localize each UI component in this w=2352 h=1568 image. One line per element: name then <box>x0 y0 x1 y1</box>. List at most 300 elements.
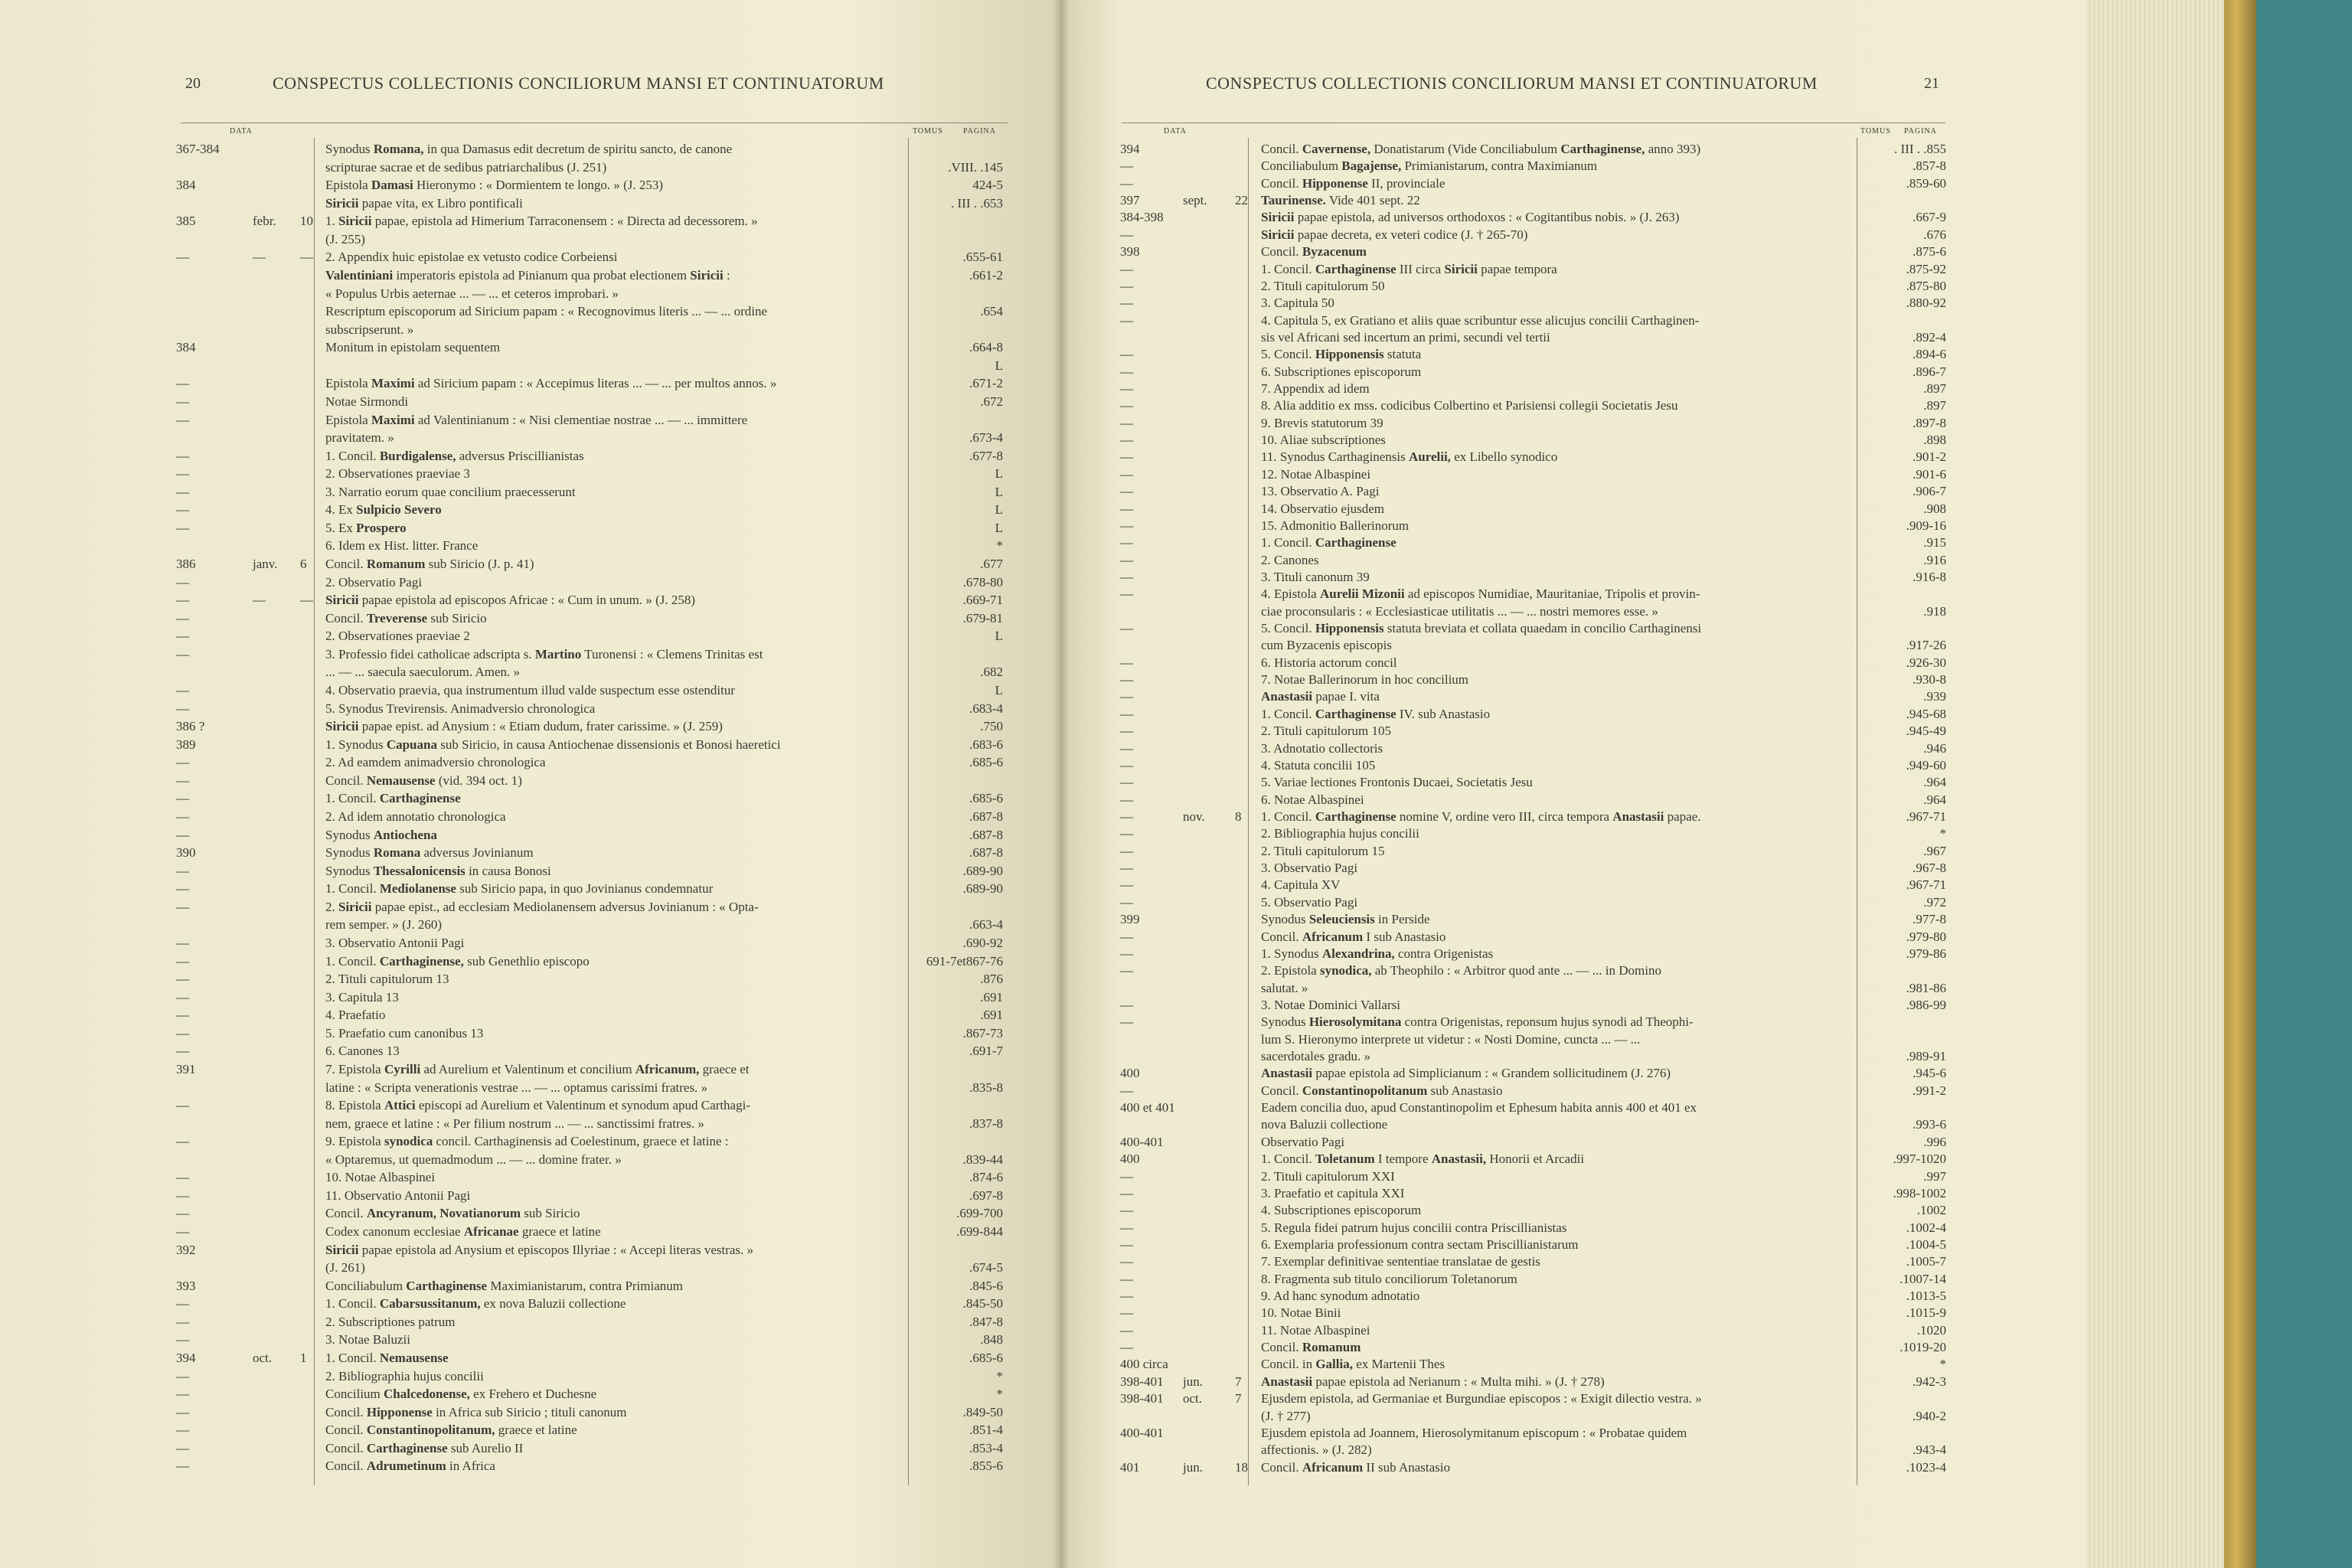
entry-date: — <box>1120 466 1133 482</box>
entry-reference: .897 <box>1923 381 1946 397</box>
entry-date: — <box>1120 740 1133 756</box>
entry-reference: .1002-4 <box>1906 1220 1946 1235</box>
entry-month: oct. <box>1183 1391 1203 1406</box>
entry-text: 4. Ex Sulpicio Severo <box>325 503 442 518</box>
entry-text: 2. Observationes praeviae 2 <box>325 629 470 644</box>
entry-row <box>0 503 1060 517</box>
entry-row <box>0 1044 1060 1058</box>
entry-reference: .685-6 <box>969 1351 1003 1366</box>
entry-row <box>1060 1461 2086 1475</box>
entry-reference: .1013-5 <box>1906 1289 1946 1304</box>
entry-row <box>1060 656 2086 670</box>
entry-row <box>1060 1324 2086 1338</box>
entry-row <box>0 233 1060 247</box>
entry-text: 7. Epistola Cyrilli ad Aurelium et Valentinum et concilium Africanum, graece et <box>325 1062 750 1076</box>
entry-row <box>0 936 1060 950</box>
entry-date: — <box>1120 1185 1133 1200</box>
entry-text: 8. Fragmenta sub titulo conciliorum Toletanorum <box>1261 1272 1517 1286</box>
entry-date: — <box>176 935 189 950</box>
book-cover-edge <box>2224 0 2256 1568</box>
entry-text: 10. Notae Albaspinei <box>325 1171 436 1185</box>
entry-text: Monitum in epistolam sequentem <box>325 341 501 355</box>
entry-date: — <box>176 1440 189 1455</box>
entry-text: 2. Subscriptiones patrum <box>325 1315 456 1329</box>
entry-row <box>0 1135 1060 1148</box>
entry-row <box>1060 416 2086 430</box>
entry-row <box>1060 844 2086 858</box>
entry-reference: .687-8 <box>969 845 1003 861</box>
entry-text: 9. Epistola synodica concil. Carthaginensis ad Coelestinum, graece et latine : <box>325 1135 729 1149</box>
entry-row <box>0 955 1060 969</box>
entry-text: 9. Ad hanc synodum adnotatio <box>1261 1289 1420 1304</box>
entry-reference: .926-30 <box>1906 655 1946 670</box>
running-head: CONSPECTUS COLLECTIONIS CONCILIORUM MANSI ET CONTINUATORUM <box>273 74 884 93</box>
entry-row <box>0 1370 1060 1383</box>
entry-text: 1. Siricii papae, epistola ad Himerium Tarraconensem : « Directa ad decessorem. » <box>325 214 758 229</box>
entry-text: sis vel Africani sed incertum an primi, secundi vel tertii <box>1261 330 1550 345</box>
entry-date: — <box>176 412 189 427</box>
entry-row <box>1060 827 2086 841</box>
entry-text: pravitatem. » <box>325 431 394 446</box>
entry-text: 1. Concil. Carthaginense nomine V, ordine vero III, circa tempora Anastasii papae. <box>1261 810 1701 824</box>
entry-date: — <box>1120 484 1133 499</box>
entry-text: 9. Brevis statutorum 39 <box>1261 416 1383 430</box>
entry-reference: .901-6 <box>1913 466 1946 482</box>
entry-text: 11. Synodus Carthaginensis Aurelii, ex Libello synodico <box>1261 450 1558 465</box>
entry-reference: .674-5 <box>969 1260 1003 1276</box>
entry-date: 400 et 401 <box>1120 1100 1175 1116</box>
entry-date: — <box>176 1368 189 1383</box>
entry-row <box>0 665 1060 679</box>
entry-reference: .750 <box>980 719 1003 734</box>
entry-row <box>1060 1033 2086 1047</box>
entry-text: 3. Professio fidei catholicae adscripta s. Martino Turonensi : « Clemens Trinitas est <box>325 647 763 662</box>
entry-reference: .979-86 <box>1906 946 1946 961</box>
entry-date: — <box>1120 552 1133 567</box>
entry-reference: .998-1002 <box>1893 1185 1946 1200</box>
entry-date: 399 <box>1120 912 1140 927</box>
entry-text: 2. Siricii papae epist., ad ecclesiam Mediolanensem adversus Jovinianum : « Opta- <box>325 900 759 914</box>
entry-text: 7. Appendix ad idem <box>1261 382 1370 397</box>
entry-text: 4. Capitula XV <box>1261 878 1341 893</box>
entry-text: 10. Aliae subscriptiones <box>1261 433 1386 448</box>
entry-row <box>1060 982 2086 995</box>
entry-row <box>0 413 1060 427</box>
entry-date: — <box>176 1459 189 1474</box>
entry-reference: .848 <box>980 1332 1003 1348</box>
entry-reference: .867-73 <box>962 1025 1003 1040</box>
entry-text: Ejusdem epistola ad Joannem, Hierosolymitanum episcopum : « Probatae quidem <box>1261 1426 1687 1440</box>
entry-row <box>1060 314 2086 328</box>
entry-date: — <box>176 520 189 535</box>
entry-date: — <box>1120 278 1133 293</box>
entry-text: 4. Statuta concilii 105 <box>1261 758 1376 773</box>
entry-row <box>0 648 1060 662</box>
entry-reference: .685-6 <box>969 755 1003 770</box>
entry-row <box>1060 519 2086 533</box>
entry-text: 2. Tituli capitulorum 15 <box>1261 844 1385 858</box>
entry-text: 2. Observatio Pagi <box>325 575 423 590</box>
entry-date: — <box>1120 415 1133 430</box>
entry-row <box>1060 776 2086 789</box>
entry-text: Anastasii papae epistola ad Simplicianum : « Grandem sollicitudinem (J. 276) <box>1261 1067 1671 1081</box>
entry-row <box>1060 1443 2086 1457</box>
entry-text: Concil. Carthaginense sub Aurelio II <box>325 1441 524 1455</box>
entry-reference: .679-81 <box>962 610 1003 626</box>
entry-text: 4. Capitula 5, ex Gratiano et aliis quae scribuntur esse alicujus concilii Carthaginen- <box>1261 313 1700 328</box>
entry-text: Concil. Constantinopolitanum, graece et latine <box>325 1423 577 1438</box>
entry-row <box>1060 296 2086 310</box>
entry-reference: .908 <box>1923 501 1946 516</box>
entry-month: — <box>253 250 266 265</box>
entry-row <box>1060 1204 2086 1217</box>
entry-text: 7. Exemplar definitivae sententiae translatae de gestis <box>1261 1255 1540 1269</box>
entry-row <box>0 1315 1060 1329</box>
entry-reference: .837-8 <box>969 1116 1003 1131</box>
entry-text: sacerdotales gradu. » <box>1261 1050 1371 1064</box>
entry-date: — <box>176 610 189 626</box>
entry-row <box>1060 1392 2086 1406</box>
entry-reference: 424-5 <box>972 178 1003 193</box>
entry-text: 1. Concil. Burdigalense, adversus Priscillianistas <box>325 449 584 463</box>
entry-reference: L <box>995 466 1003 482</box>
entry-day: 1 <box>300 1351 307 1366</box>
entry-row <box>1060 194 2086 207</box>
entry-text: Epistola Damasi Hieronymo : « Dormientem te longo. » (J. 253) <box>325 178 664 193</box>
entry-date: — <box>1120 1083 1133 1098</box>
entry-text: 1. Concil. Carthaginense <box>325 792 461 806</box>
entry-text: latine : « Scripta venerationis vestrae ... — ... optamus carissimi fratres. » <box>325 1080 708 1095</box>
entry-row <box>1060 450 2086 464</box>
entry-row <box>1060 639 2086 652</box>
entry-reference: .897 <box>1923 398 1946 413</box>
entry-row <box>1060 673 2086 687</box>
entry-row <box>0 395 1060 409</box>
entry-reference: .673-4 <box>969 430 1003 446</box>
entry-date: 384-398 <box>1120 210 1164 225</box>
entry-text: 1. Concil. Carthaginense III circa Siricii papae tempora <box>1261 262 1557 276</box>
entry-row <box>1060 142 2086 156</box>
entry-text: 15. Admonitio Ballerinorum <box>1261 518 1410 533</box>
entry-row <box>1060 1306 2086 1320</box>
entry-date: 400-401 <box>1120 1425 1164 1440</box>
entry-text: 4. Observatio praevia, qua instrumentum illud valde suspectum esse ostenditur <box>325 684 735 698</box>
entry-text: 8. Alia additio ex mss. codicibus Colbertino et Parisiensi collegii Societatis Jesu <box>1261 399 1678 413</box>
entry-row <box>1060 468 2086 482</box>
entry-row <box>1060 263 2086 276</box>
entry-text: 1. Synodus Alexandrina, contra Origenistas <box>1261 946 1494 961</box>
entry-date: — <box>1120 1014 1133 1030</box>
entry-date: — <box>1120 1220 1133 1235</box>
entry-reference: 691-7et867-76 <box>926 953 1003 969</box>
entry-text: Anastasii papae epistola ad Nerianum : « Multa mihi. » (J. † 278) <box>1261 1374 1605 1389</box>
entry-reference: .687-8 <box>969 809 1003 824</box>
entry-row <box>1060 861 2086 875</box>
entry-row <box>0 900 1060 914</box>
entry-reference: .875-92 <box>1906 261 1946 276</box>
entry-date: 400 <box>1120 1066 1140 1081</box>
entry-reference: L <box>995 683 1003 698</box>
entry-reference: .669-71 <box>962 593 1003 608</box>
entry-text: 5. Variae lectiones Frontonis Ducaei, Societatis Jesu <box>1261 776 1533 790</box>
entry-reference: .917-26 <box>1906 638 1946 653</box>
entry-text: 5. Ex Prospero <box>325 521 407 535</box>
entry-date: 385 <box>176 214 196 229</box>
entry-row <box>1060 1221 2086 1235</box>
entry-text: lum S. Hieronymo interprete ut videtur : « Nosti Domine, cuncta ... — ... <box>1261 1032 1641 1047</box>
entry-row <box>1060 896 2086 910</box>
entry-text: salutat. » <box>1261 981 1308 995</box>
entry-row <box>0 593 1060 607</box>
entry-reference: .945-68 <box>1906 706 1946 721</box>
entry-date: 384 <box>176 340 196 355</box>
entry-date: 398-401 <box>1120 1374 1164 1389</box>
entry-day: 22 <box>1235 193 1248 208</box>
entry-reference: .964 <box>1923 775 1946 790</box>
entry-row <box>0 846 1060 860</box>
entry-date: 392 <box>176 1242 196 1257</box>
entry-date: — <box>176 953 189 969</box>
entry-date: — <box>176 1314 189 1329</box>
entry-day: 6 <box>300 557 307 572</box>
entry-text: 5. Observatio Pagi <box>1261 895 1358 910</box>
entry-text: 10. Notae Binii <box>1261 1306 1341 1321</box>
entry-reference: .894-6 <box>1913 347 1946 362</box>
entry-text: Concil. Romanum sub Siricio (J. p. 41) <box>325 557 534 572</box>
entry-row <box>0 1171 1060 1184</box>
entry-text: Concil. Ancyranum, Novatianorum sub Siricio <box>325 1207 580 1221</box>
entry-date: — <box>1120 535 1133 550</box>
entry-row <box>0 1081 1060 1095</box>
entry-row <box>1060 1015 2086 1029</box>
entry-date: 384 <box>176 178 196 193</box>
entry-reference: .918 <box>1923 603 1946 619</box>
entry-reference: .1005-7 <box>1906 1254 1946 1269</box>
entry-text: 3. Capitula 13 <box>325 990 399 1004</box>
entry-text: 3. Observatio Antonii Pagi <box>325 936 465 950</box>
entry-text: Concil. Romanum <box>1261 1341 1361 1355</box>
entry-row <box>1060 605 2086 619</box>
entry-reference: .1015-9 <box>1906 1305 1946 1321</box>
entry-reference: .986-99 <box>1906 997 1946 1012</box>
entry-month: oct. <box>253 1351 273 1366</box>
entry-reference: .690-92 <box>962 935 1003 950</box>
entry-date: 394 <box>1120 142 1140 156</box>
entry-date: — <box>1120 843 1133 858</box>
entry-date: — <box>1120 689 1133 704</box>
header-rule <box>181 122 1008 123</box>
entry-row <box>0 629 1060 643</box>
column-header-tomus: TOMUS <box>1860 127 1891 136</box>
left-page <box>0 0 1060 1568</box>
entry-text: Concil. Treverense sub Siricio <box>325 611 487 626</box>
entry-date: 390 <box>176 845 196 861</box>
entry-date: — <box>1120 1340 1133 1355</box>
entry-row <box>1060 913 2086 926</box>
entry-reference: .845-6 <box>969 1278 1003 1293</box>
entry-row <box>0 341 1060 354</box>
entry-reference: .839-44 <box>962 1152 1003 1167</box>
entry-date: — <box>176 629 189 644</box>
entry-row <box>0 1351 1060 1365</box>
entry-row <box>0 738 1060 752</box>
entry-row <box>0 1279 1060 1293</box>
entry-reference: .916 <box>1923 552 1946 567</box>
entry-date: 400-401 <box>1120 1134 1164 1149</box>
entry-reference: .1002 <box>1916 1203 1946 1218</box>
entry-row <box>0 269 1060 283</box>
entry-text: Anastasii papae I. vita <box>1261 690 1380 704</box>
entry-reference: .967-71 <box>1906 877 1946 893</box>
entry-day: 7 <box>1235 1391 1242 1406</box>
entry-row <box>0 702 1060 716</box>
entry-row <box>0 774 1060 788</box>
entry-date: — <box>1120 757 1133 773</box>
entry-text: Concil. Hipponense II, provinciale <box>1261 176 1446 191</box>
entry-date: — <box>1120 1203 1133 1218</box>
entry-text: Siricii papae epist. ad Anysium : « Etiam dudum, frater carissime. » (J. 259) <box>325 720 723 734</box>
entry-date: 398-401 <box>1120 1391 1164 1406</box>
entry-text: 14. Observatio ejusdem <box>1261 501 1384 516</box>
entry-text: Concil. Hipponense in Africa sub Siricio ; tituli canonum <box>325 1405 627 1419</box>
entry-row <box>1060 1410 2086 1423</box>
entry-reference: .853-4 <box>969 1440 1003 1455</box>
entry-reference: .661-2 <box>969 267 1003 283</box>
entry-row <box>1060 964 2086 978</box>
entry-row <box>1060 159 2086 173</box>
entry-row <box>1060 211 2086 224</box>
entry-reference: .654 <box>980 304 1003 319</box>
entry-row <box>0 864 1060 878</box>
entry-date: — <box>1120 946 1133 961</box>
entry-text: Synodus Antiochena <box>325 828 437 842</box>
entry-reference: L <box>995 358 1003 373</box>
entry-text: 1. Concil. Carthaginense, sub Genethlio episcopo <box>325 954 590 969</box>
entry-text: Concil. Byzacenum <box>1261 245 1367 260</box>
entry-date: — <box>1120 398 1133 413</box>
entry-reference: .678-80 <box>962 574 1003 590</box>
entry-text: Synodus Romana adversus Jovinianum <box>325 846 534 861</box>
entry-date: — <box>1120 775 1133 790</box>
entry-row <box>1060 1135 2086 1149</box>
entry-row <box>0 1423 1060 1437</box>
entry-reference: .859-60 <box>1906 175 1946 191</box>
entry-row <box>0 359 1060 373</box>
entry-text: Siricii papae epistola ad Anysium et episcopos Illyriae : « Accepi literas vestras. » <box>325 1243 754 1257</box>
right-page <box>1060 0 2086 1568</box>
entry-row <box>0 810 1060 824</box>
entry-date: — <box>1120 1322 1133 1338</box>
entry-date: — <box>176 899 189 914</box>
entry-reference: .876 <box>980 972 1003 987</box>
entry-text: ... — ... saecula saeculorum. Amen. » <box>325 665 520 680</box>
entry-reference: .664-8 <box>969 340 1003 355</box>
entry-row <box>0 918 1060 932</box>
entry-text: Concilium Chalcedonense, ex Frehero et Duchesne <box>325 1387 597 1402</box>
entry-date: — <box>176 1170 189 1185</box>
entry-row <box>1060 1152 2086 1166</box>
entry-text: 3. Notae Baluzii <box>325 1333 410 1348</box>
entry-reference: .901-2 <box>1913 449 1946 465</box>
entry-date: — <box>1120 997 1133 1012</box>
entry-date: — <box>176 881 189 897</box>
entry-date: 367-384 <box>176 142 220 156</box>
entry-text: 4. Subscriptiones episcoporum <box>1261 1204 1422 1218</box>
entry-reference: .943-4 <box>1913 1442 1946 1458</box>
entry-row <box>1060 1118 2086 1132</box>
entry-reference: .851-4 <box>969 1423 1003 1438</box>
entry-date: 398 <box>1120 244 1140 260</box>
entry-text: 3. Notae Dominici Vallarsi <box>1261 998 1400 1012</box>
entry-row <box>1060 724 2086 738</box>
entry-date: 386 ? <box>176 719 205 734</box>
entry-text: 2. Tituli capitulorum XXI <box>1261 1169 1395 1184</box>
entry-month: nov. <box>1183 809 1205 824</box>
entry-date: — <box>176 972 189 987</box>
entry-reference: .682 <box>980 665 1003 680</box>
entry-text: 1. Concil. Carthaginense <box>1261 536 1396 550</box>
entry-reference: .683-4 <box>969 701 1003 716</box>
entry-reference: .972 <box>1923 894 1946 910</box>
entry-date: — <box>1120 296 1133 311</box>
entry-reference: .979-80 <box>1906 929 1946 944</box>
entry-text: cum Byzacenis episcopis <box>1261 639 1392 653</box>
entry-row <box>1060 1050 2086 1063</box>
entry-row <box>0 1243 1060 1257</box>
entry-row <box>1060 1289 2086 1303</box>
entry-reference: L <box>995 520 1003 535</box>
entry-text: 2. Tituli capitulorum 50 <box>1261 279 1385 293</box>
entry-text: nova Baluzii collectione <box>1261 1118 1388 1132</box>
entry-date: — <box>176 1332 189 1348</box>
column-header-date: DATA <box>230 127 253 136</box>
entry-reference: .942-3 <box>1913 1374 1946 1389</box>
entry-text: Concil. Africanum I sub Anastasio <box>1261 929 1446 944</box>
entry-text: 5. Praefatio cum canonibus 13 <box>325 1026 484 1040</box>
entry-text: 6. Exemplaria professionum contra sectam Priscillianistarum <box>1261 1237 1579 1252</box>
entry-reference: .845-50 <box>962 1296 1003 1312</box>
entry-date: — <box>1120 724 1133 739</box>
entry-reference: .655-61 <box>962 250 1003 265</box>
entry-reference: .691 <box>980 989 1003 1004</box>
entry-reference: .874-6 <box>969 1170 1003 1185</box>
entry-row <box>0 557 1060 571</box>
background <box>2256 0 2352 1568</box>
entry-reference: .1007-14 <box>1900 1271 1946 1286</box>
entry-reference: .685-6 <box>969 791 1003 806</box>
column-header-tomus: TOMUS <box>913 127 943 136</box>
entry-reference: .699-700 <box>956 1206 1003 1221</box>
entry-reference: .945-6 <box>1913 1066 1946 1081</box>
entry-row <box>0 1207 1060 1220</box>
entry-text: scripturae sacrae et de sedibus patriarchalibus (J. 251) <box>325 160 607 175</box>
entry-reference: .991-2 <box>1913 1083 1946 1098</box>
entry-date: — <box>1120 621 1133 636</box>
entry-reference: .892-4 <box>1913 329 1946 345</box>
entry-text: 5. Regula fidei patrum hujus concilii contra Priscillianistas <box>1261 1220 1567 1235</box>
entry-row <box>1060 1255 2086 1269</box>
entry-reference: .977-8 <box>1913 912 1946 927</box>
entry-row <box>1060 348 2086 361</box>
entry-reference: .697-8 <box>969 1187 1003 1203</box>
entry-date: — <box>1120 894 1133 910</box>
entry-date: — <box>176 1404 189 1419</box>
entry-text: Concil. Adrumetinum in Africa <box>325 1459 495 1474</box>
entry-reference: .898 <box>1923 433 1946 448</box>
entry-row <box>0 1153 1060 1167</box>
entry-date: — <box>176 683 189 698</box>
entry-date: — <box>1120 655 1133 670</box>
